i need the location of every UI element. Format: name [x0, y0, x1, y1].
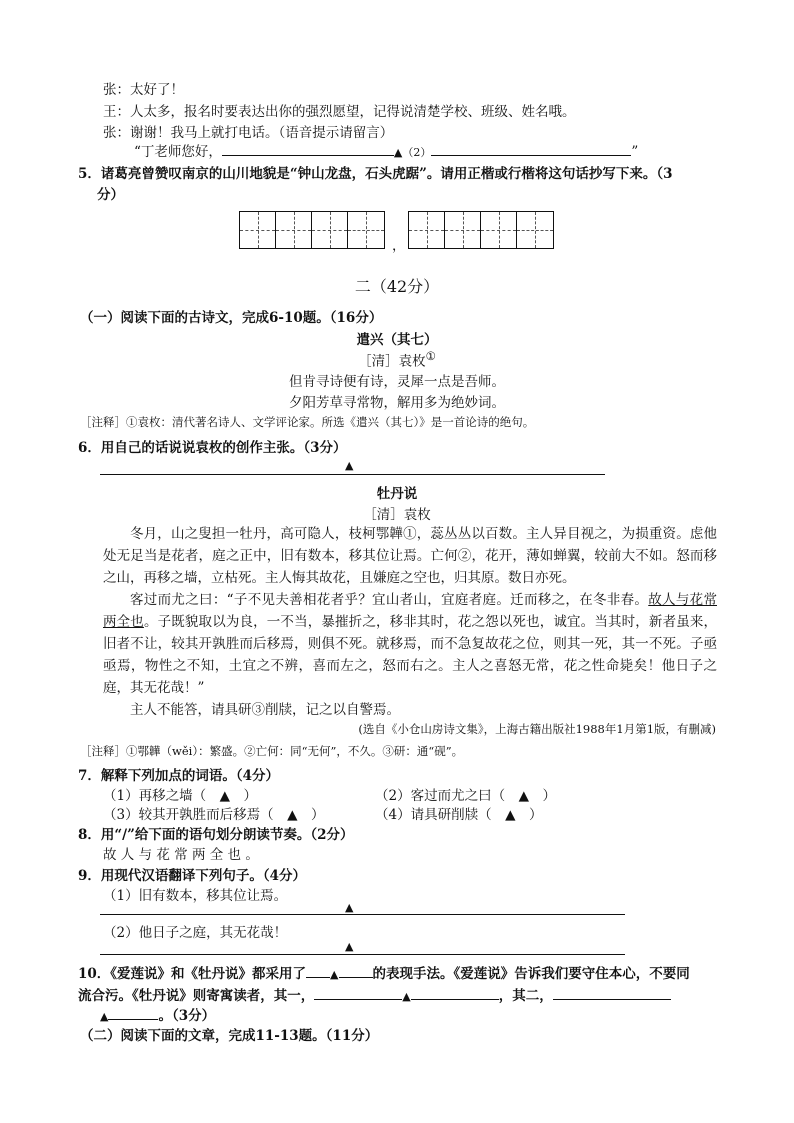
- q10-text-d: ，其二，: [498, 988, 553, 1004]
- writing-grid-2[interactable]: [408, 211, 554, 249]
- part-2-heading: （二）阅读下面的文章，完成11-13题。（11分）: [80, 1028, 379, 1044]
- essay-paragraph-2: [103, 589, 717, 699]
- answer-blank[interactable]: [222, 141, 394, 156]
- part-1-heading: （一）阅读下面的古诗文，完成6-10题。（16分）: [80, 310, 383, 326]
- answer-blank[interactable]: [306, 963, 330, 978]
- essay-p2-rest: 。子既貌取以为良，一不当，暴摧折之，移非其时，花之怨以死也，诚宜。当其时，新者虽来，旧者不让，较其开孰胜而后移焉，则俱不死。就移焉，而不急复故花之位，则其一死，其一不死。子亟亟焉，物性之不知，土宜之不辨，喜而左之，怒而右之。主人之喜怒无常，花之性命毙矣！他日子之庭，其无花哉！”: [103, 614, 718, 696]
- q10-text-a: 10．《爱莲说》和《牡丹说》都采用了: [78, 966, 307, 982]
- answer-blank[interactable]: [553, 985, 671, 1000]
- q10-text-e: 。（3分）: [158, 1008, 216, 1024]
- grid-cell[interactable]: [240, 212, 276, 248]
- answer-marker: ▲（2）: [393, 146, 432, 159]
- grid-cell[interactable]: [348, 212, 384, 248]
- essay-source: (选自《小仓山房诗文集》，上海古籍出版社1988年1月第1版，有删减): [358, 722, 716, 736]
- grid-comma: ，: [392, 238, 406, 254]
- grid-cell[interactable]: [409, 212, 445, 248]
- q9-sentence-2: （2）他日子之庭，其无花哉！: [103, 925, 288, 941]
- dialogue-line-1: 张：太好了！: [103, 82, 184, 98]
- question-8: 8．用“/”给下面的语句划分朗读节奏。（2分）: [78, 827, 354, 843]
- answer-blank[interactable]: [411, 985, 499, 1000]
- dialogue-line-3: 张：谢谢！我马上就打电话。（语音提示请留言）: [103, 125, 394, 141]
- poem-author: [0, 349, 794, 370]
- question-5-cont: 分）: [97, 187, 124, 203]
- dialogue-quote-end: ”: [631, 144, 639, 160]
- question-10-line-3: [100, 1004, 215, 1024]
- dialogue-line-2: 王：人太多，报名时要表达出你的强烈愿望，记得说清楚学校、班级、姓名哦。: [103, 104, 576, 120]
- answer-line[interactable]: [100, 954, 625, 955]
- answer-blank[interactable]: [314, 985, 402, 1000]
- essay-p2-start: 客过而尤之曰：“子不见夫善相花者乎？宜山者山，宜庭者庭。迁而移之，在冬非春。: [130, 592, 649, 608]
- essay-author: ［清］袁枚: [363, 507, 431, 523]
- q7-item-1: （1）再移之墙（ ▲ ）: [103, 788, 257, 804]
- poem-title: 遣兴（其七）: [356, 332, 438, 348]
- section-title: 二（42分）: [354, 277, 440, 296]
- question-9: 9．用现代汉语翻译下列句子。（4分）: [78, 868, 307, 884]
- answer-marker: ▲: [345, 459, 354, 472]
- essay-title: 牡丹说: [376, 486, 418, 502]
- question-7: 7．解释下列加点的词语。（4分）: [78, 768, 280, 784]
- q9-sentence-1: （1）旧有数本，移其位让焉。: [103, 888, 288, 904]
- q7-item-4: （4）请具研削牍（ ▲ ）: [375, 807, 543, 823]
- grid-cell[interactable]: [481, 212, 517, 248]
- answer-blank[interactable]: [108, 1005, 158, 1020]
- dialogue-quote-start: “丁老师您好，: [134, 144, 222, 160]
- grid-cell[interactable]: [276, 212, 312, 248]
- answer-marker: ▲: [402, 990, 411, 1003]
- essay-paragraph-3: 主人不能答，请具研③削牍，记之以自警焉。: [130, 702, 400, 718]
- poem-line-1: 但肯寻诗便有诗，灵犀一点是吾师。: [289, 374, 505, 390]
- answer-line[interactable]: [100, 474, 605, 475]
- essay-underlined-sentence: 故人与花常两全也: [103, 592, 717, 630]
- dialogue-line-4: [134, 140, 638, 160]
- question-5: 5．诸葛亮曾赞叹南京的山川地貌是“钟山龙盘，石头虎踞”。请用正楷或行楷将这句话抄写下来。（3: [78, 166, 673, 182]
- question-6: 6．用自己的话说说袁枚的创作主张。（3分）: [78, 440, 347, 456]
- writing-grid-1[interactable]: [239, 211, 385, 249]
- answer-blank[interactable]: [339, 963, 373, 978]
- q7-item-3: （3）较其开孰胜而后移焉（ ▲ ）: [103, 807, 325, 823]
- answer-marker: ▲: [100, 1010, 109, 1023]
- grid-cell[interactable]: [445, 212, 481, 248]
- question-10-line-2: [78, 984, 671, 1004]
- q10-text-b: 的表现手法。《爱莲说》告诉我们要守住本心，不要同: [372, 966, 690, 982]
- q10-text-c: 流合污。《牡丹说》则寄寓读者，其一，: [78, 988, 315, 1004]
- q7-item-2: （2）客过而尤之曰（ ▲ ）: [375, 788, 556, 804]
- poem-note: ［注释］①袁枚：清代著名诗人、文学评论家。所选《遣兴（其七）》是一首论诗的绝句。: [80, 415, 535, 429]
- answer-marker: ▲: [345, 901, 354, 914]
- poem-author-name: ［清］袁枚: [358, 353, 426, 370]
- answer-blank[interactable]: [431, 141, 631, 156]
- answer-marker: ▲: [330, 968, 339, 981]
- answer-marker: ▲: [345, 940, 354, 953]
- grid-cell[interactable]: [312, 212, 348, 248]
- poem-author-note: ①: [425, 349, 436, 363]
- poem-line-2: 夕阳芳草寻常物，解用多为绝妙词。: [289, 395, 505, 411]
- question-10-line-1: [78, 962, 690, 982]
- essay-paragraph-1: 冬月，山之叟担一牡丹，高可隐人，枝柯鄂韡①，蕊丛丛以百数。主人异目视之，为损重资。虑他处无足当是花者，庭之正中，旧有数本，移其位让焉。亡何②，花开，薄如蝉翼，较前大不如。怒而移之山，再移之墙，立枯死。主人悔其故花，且嫌庭之空也，归其原。数日亦死。: [103, 526, 717, 586]
- grid-cell[interactable]: [517, 212, 553, 248]
- answer-line[interactable]: [100, 914, 625, 915]
- q8-sentence: 故 人 与 花 常 两 全 也 。: [103, 847, 259, 863]
- essay-note: ［注释］①鄂韡（wěi）：繁盛。②亡何：同“无何”，不久。③研：通“砚”。: [80, 744, 464, 758]
